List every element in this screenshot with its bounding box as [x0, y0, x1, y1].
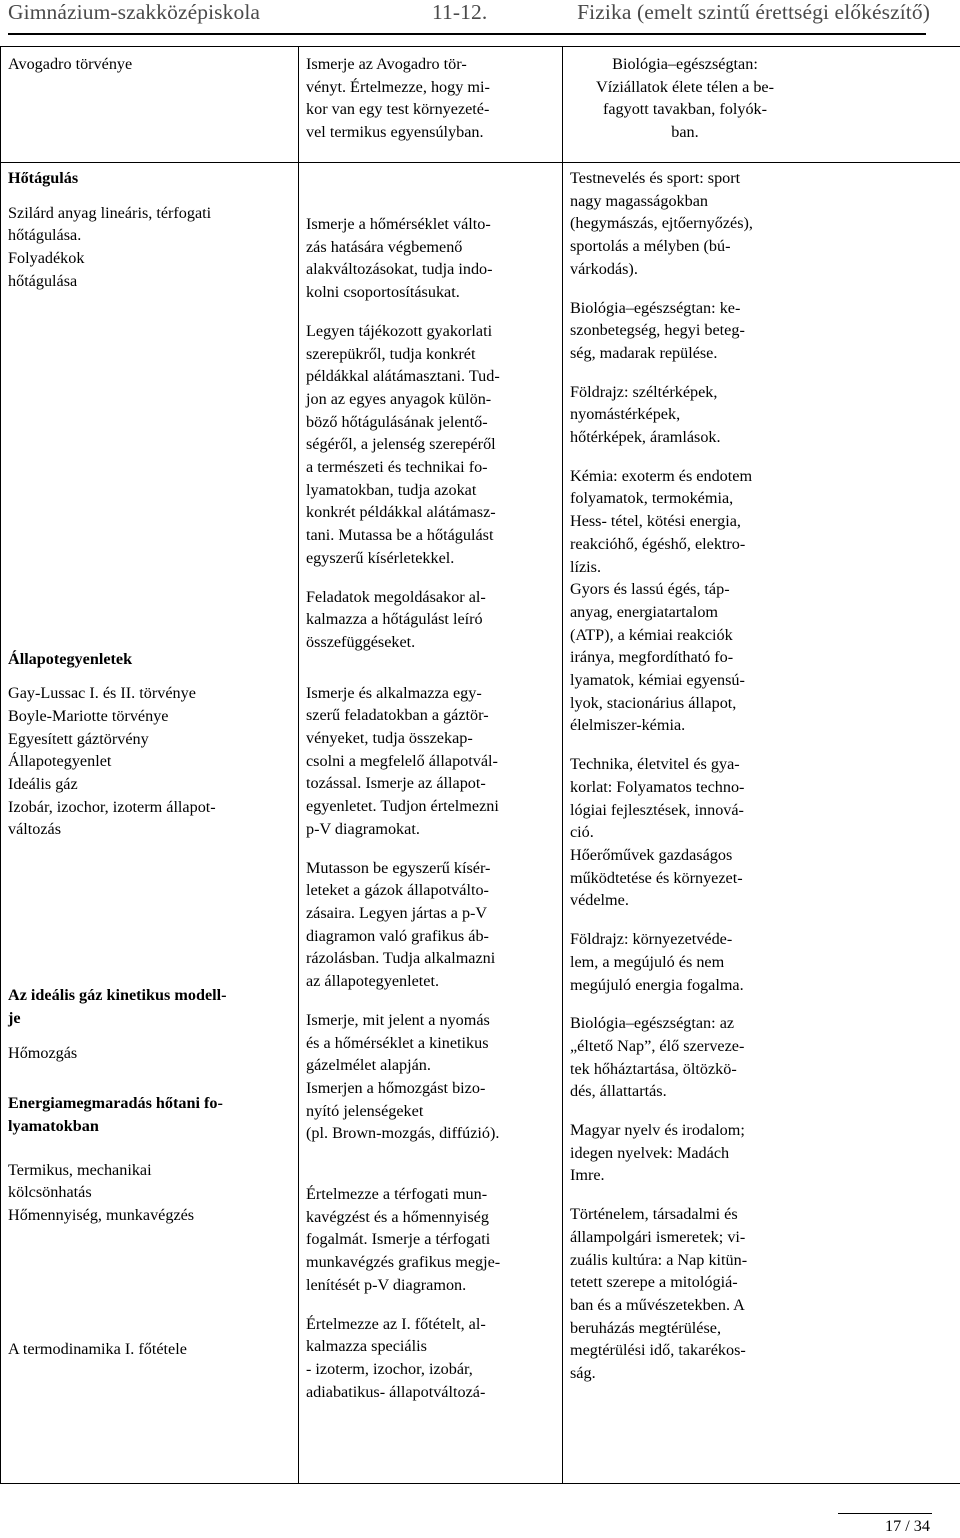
homozgas-topic: Hőmozgás [8, 1043, 78, 1062]
connection-paragraph: Történelem, társadalmi és állampolgári ismeretek; vi- zuális kultúra: a Nap kitün- tetett szerepe a mitológiá- ban és a művészetekben. A beruházás megtérülése, megtérülési idő, takarékos- ság. [570, 1205, 748, 1383]
header-rule [8, 33, 926, 35]
topic-cell [1, 163, 299, 1484]
section-title-allapotegyenletek: Állapotegyenletek [8, 649, 133, 668]
connection-cell [563, 47, 960, 163]
connection-paragraph: Kémia: exoterm és endotem folyamatok, termokémia, Hess- tétel, kötési energia, reakcióhő, égéshő, elektro- lízis. Gyors és lassú égés, táp- anyag, energiatartalom (ATP), a kémiai reakciók iránya, megfordítható fo- lyamatok, kémiai egyensú- lyok, stacionárius állapot, élelmiszer-kémia. [570, 466, 753, 735]
page-number: 17 / 34 [885, 1517, 930, 1535]
requirement-paragraph: Értelmezze az I. főtételt, al- kalmazza speciális - izoterm, izochor, izobár, adiabatikus- állapotváltozá- [306, 1314, 486, 1401]
requirement-paragraph: Ismerje és alkalmazza egy- szerű feladatokban a gáztör- vényeket, tudja összekap- csolni a megfelelő állapotvál- tozással. Ismerje az állapot- egyenletet. Tudjon értelmezni p-V diagramokat. [306, 683, 499, 838]
termodinamika-topic: A termodinamika I. főtétele [8, 1339, 187, 1358]
connection-paragraph: Testnevelés és sport: sport nagy magasságokban (hegymászás, ejtőernyőzés), sportolás a mélyben (bú- várkodás). [570, 169, 753, 278]
section-title-kinetikus-modell: Az ideális gáz kinetikus modell- je [8, 986, 227, 1027]
avogadro-requirement: Ismerje az Avogadro tör- vényt. Értelmezze, hogy mi- kor van egy test környezeté- vel termikus egyensúlyban. [306, 55, 490, 142]
connection-paragraph: Földrajz: környezetvéde- lem, a megújuló és nem megújuló energia fogalma. [570, 930, 744, 994]
connection-paragraph: Biológia–egészségtan: ke- szonbetegség, hegyi beteg- ség, madarak repülése. [570, 298, 745, 362]
requirement-paragraph: Mutasson be egyszerű kísér- leteket a gázok állapotválto- zásaira. Legyen jártas a p-V diagramon való grafikus áb- rázolásban. Tudja alkalmazni az állapotegyenletet. [306, 858, 496, 991]
connection-paragraph: Magyar nyelv és irodalom; idegen nyelvek: Madách Imre. [570, 1121, 745, 1185]
connection-paragraph: Biológia–egészségtan: az „éltető Nap”, élő szerveze- tek hőháztartása, öltözkö- dés, állattartás. [570, 1014, 745, 1101]
requirement-cell [299, 163, 563, 1484]
connection-cell [563, 163, 960, 1484]
energiamegmaradas-topics: Termikus, mechanikai kölcsönhatás Hőmennyiség, munkavégzés [8, 1160, 195, 1225]
avogadro-connection: Biológia–egészségtan: Víziállatok élete télen a be- fagyott tavakban, folyók- ban. [596, 55, 774, 142]
requirement-cell [299, 47, 563, 163]
requirement-paragraph: Legyen tájékozott gyakorlati szerepükről, tudja konkrét példákkal alátámasztani. Tud- jon az egyes anyagok külön- böző hőtágulásának jelentő- ségéről, a jelenség szerepéről a természeti és technikai fo- lyamatokban, tudja azokat konkrét példákkal alátámasz- tani. Mutassa be a hőtágulást egyszerű kísérletekkel. [306, 321, 500, 567]
section-title-energiamegmaradas: Energiamegmaradás hőtani fo- lyamatokban [8, 1094, 223, 1135]
table-row [1, 163, 960, 1484]
hotagulas-topics: Szilárd anyag lineáris, térfogati hőtágulása. Folyadékok hőtágulása [8, 203, 212, 290]
allapotegyenletek-topics: Gay-Lussac I. és II. törvénye Boyle-Mariotte törvénye Egyesített gáztörvény Állapotegyenlet Ideális gáz Izobár, izochor, izoterm állapot- változás [8, 684, 216, 839]
section-title-hotagulas: Hőtágulás [8, 169, 79, 187]
header-grade: 11-12. [432, 0, 488, 24]
connection-paragraph: Technika, életvitel és gya- korlat: Folyamatos techno- lógiai fejlesztések, innová- ció. Hőerőművek gazdaságos működtetése és környezet- védelme. [570, 755, 745, 910]
connection-paragraph: Földrajz: széltérképek, nyomástérképek, hőtérképek, áramlások. [570, 382, 721, 447]
curriculum-table [0, 46, 960, 1484]
requirement-paragraph: Értelmezze a térfogati mun- kavégzést és a hőmennyiség fogalmát. Ismerje a térfogati munkavégzés grafikus megje- lenítését p-V diagramon. [306, 1185, 501, 1294]
header-subject: Fizika (emelt szintű érettségi előkészítő) [577, 0, 930, 24]
page-header [8, 0, 930, 30]
table-row [1, 47, 960, 163]
footer-rule [838, 1513, 932, 1514]
requirement-paragraph: Ismerje a hőmérséklet válto- zás hatására végbemenő alakváltozásokat, tudja indo- kolni csoportosításukat. [306, 215, 493, 302]
requirement-paragraph: Ismerje, mit jelent a nyomás és a hőmérséklet a kinetikus gázelmélet alapján. Ismerjen a hőmozgást bizo- nyító jelenségeket (pl. Brown-mozgás, diffúzió). [306, 1010, 500, 1143]
topic-cell [1, 47, 299, 163]
requirement-paragraph: Feladatok megoldásakor al- kalmazza a hőtágulást leíró összefüggéseket. [306, 587, 486, 651]
avogadro-topic: Avogadro törvénye [8, 55, 133, 73]
header-school: Gimnázium-szakközépiskola [8, 0, 261, 24]
